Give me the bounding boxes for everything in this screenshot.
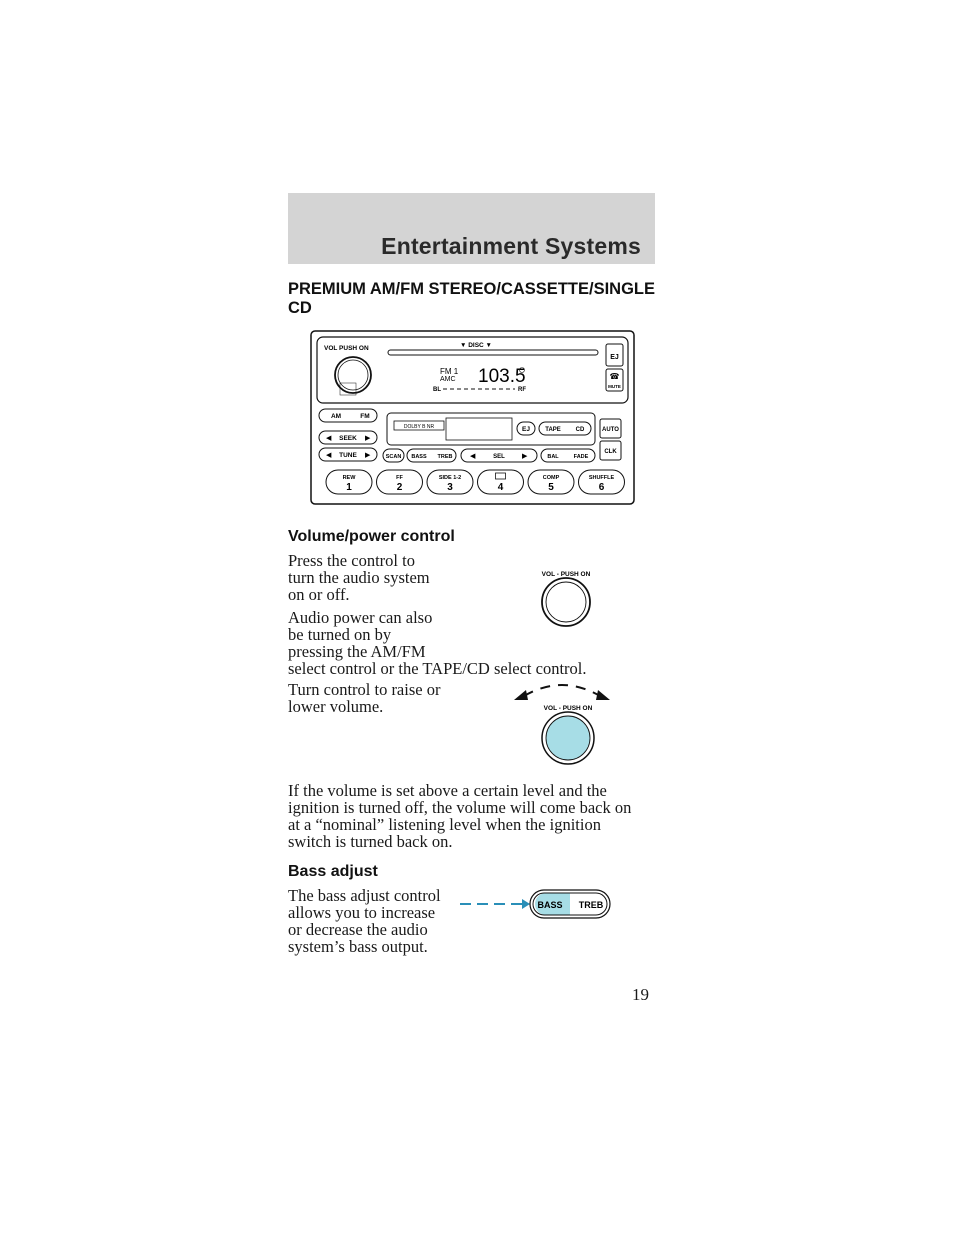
tune-right-arrow-icon: ▶: [365, 452, 371, 459]
svg-text:CLK: CLK: [604, 449, 617, 455]
dolby-icon: [496, 473, 506, 479]
volume-para-3: Turn control to raise or lower volume.: [288, 680, 441, 716]
tune-left-arrow-icon: ◀: [326, 452, 332, 459]
pointer-arrow-icon: [460, 899, 530, 909]
svg-text:EJ: EJ: [522, 426, 530, 433]
svg-text:SEL: SEL: [493, 454, 505, 460]
preset-number: 3: [447, 482, 453, 493]
svg-text:EJ: EJ: [610, 354, 619, 361]
treb-label: TREB: [578, 900, 604, 910]
preset-button-4[interactable]: [478, 470, 524, 494]
volume-knob-diagram: [530, 566, 610, 630]
volume-para-4: If the volume is set above a certain level and the ignition is turned off, the volume will come back on at a “nominal” listening level when the ignition switch is turned back on.: [288, 781, 632, 851]
bass-heading: Bass adjust: [288, 863, 378, 880]
cd-slot[interactable]: [388, 350, 598, 355]
seek-right-arrow-icon: ▶: [365, 435, 371, 442]
sel-right-arrow-icon: ▶: [522, 453, 528, 460]
right-arrow-icon: [596, 690, 610, 700]
phone-icon: ☎: [609, 372, 620, 381]
svg-text:BAL: BAL: [547, 454, 559, 460]
volume-knob-outer[interactable]: [542, 578, 590, 626]
svg-text:FM: FM: [360, 413, 370, 420]
mute-button[interactable]: [606, 369, 623, 391]
display-amc: AMC: [440, 376, 456, 383]
volume-heading: Volume/power control: [288, 528, 455, 545]
svg-text:TREB: TREB: [437, 454, 453, 460]
preset-button-2[interactable]: [377, 470, 423, 494]
auto-button[interactable]: [600, 419, 621, 438]
preset-number: 1: [346, 482, 352, 493]
svg-text:SEEK: SEEK: [339, 435, 357, 442]
svg-text:TUNE: TUNE: [339, 452, 357, 459]
preset-number: 5: [548, 482, 554, 493]
knob-label: VOL - PUSH ON: [541, 571, 591, 578]
eject-button[interactable]: [606, 344, 623, 366]
bass-para: The bass adjust control allows you to increase or decrease the audio system’s bass output.: [288, 886, 441, 956]
volume-para-2: Audio power can also be turned on by pressing the AM/FM select control or the TAPE/CD select control.: [288, 608, 587, 678]
preset-button-3[interactable]: [427, 470, 473, 494]
knob2-label: VOL - PUSH ON: [543, 705, 593, 712]
rotate-arc: [524, 685, 600, 696]
svg-text:TAPE: TAPE: [545, 427, 561, 433]
preset-number: 2: [396, 482, 403, 493]
seek-left-arrow-icon: ◀: [326, 435, 332, 442]
preset-top-label: SIDE 1-2: [438, 475, 462, 481]
disc-label: ▼ DISC ▼: [459, 342, 493, 349]
preset-top-label: REW: [342, 475, 356, 481]
preset-top-label: SHUFFLE: [588, 475, 615, 481]
cassette-slot[interactable]: [446, 418, 512, 440]
svg-text:SCAN: SCAN: [385, 454, 402, 460]
display-frequency: 103.5: [478, 366, 526, 387]
svg-text:AM: AM: [330, 413, 342, 420]
svg-text:CD: CD: [575, 427, 585, 433]
bass-label: BASS: [537, 900, 563, 910]
preset-button-6[interactable]: [579, 470, 625, 494]
am-fm-button[interactable]: [319, 409, 377, 422]
preset-top-label: FF: [396, 475, 403, 481]
volume-rotate-diagram: [506, 680, 616, 770]
svg-text:FADE: FADE: [573, 454, 589, 460]
header-band: [288, 193, 655, 264]
page-header-title: Entertainment Systems: [381, 233, 641, 259]
bass-button-diagram: [458, 888, 614, 922]
tune-button[interactable]: [319, 448, 377, 461]
preset-number: 6: [598, 482, 605, 493]
tape-eject-button[interactable]: [517, 422, 535, 435]
preset-top-label: COMP: [542, 475, 560, 481]
page-number: 19: [632, 985, 649, 1004]
dolby-label: DOLBY B NR: [403, 424, 435, 430]
preset-button-1[interactable]: [326, 470, 372, 494]
vol-push-on-label: VOL PUSH ON: [324, 345, 369, 352]
left-arrow-icon: [514, 690, 528, 700]
display-rf: RF: [518, 387, 526, 393]
preset-button-5[interactable]: [528, 470, 574, 494]
clk-button[interactable]: [600, 441, 621, 460]
svg-text:AUTO: AUTO: [602, 427, 619, 433]
bal-fade-button[interactable]: [541, 449, 595, 462]
tape-cd-button[interactable]: [539, 422, 591, 435]
display-bl: BL: [433, 387, 441, 393]
bass-treb-button[interactable]: [407, 449, 456, 462]
volume-para-1: Press the control to turn the audio system on or off.: [288, 551, 430, 604]
scan-button[interactable]: [383, 449, 404, 462]
svg-text:MUTE: MUTE: [608, 384, 621, 389]
volume-knob[interactable]: [335, 357, 371, 393]
seek-button[interactable]: [319, 431, 377, 444]
sel-button[interactable]: [461, 449, 537, 462]
svg-text:BASS: BASS: [411, 454, 427, 460]
section-title: PREMIUM AM/FM STEREO/CASSETTE/SINGLE CD: [288, 280, 655, 317]
sel-left-arrow-icon: ◀: [470, 453, 476, 460]
display-band: FM 1: [440, 367, 459, 376]
preset-number: 4: [497, 482, 504, 493]
volume-knob2-inner: [546, 716, 590, 760]
radio-faceplate-diagram: [310, 330, 636, 506]
